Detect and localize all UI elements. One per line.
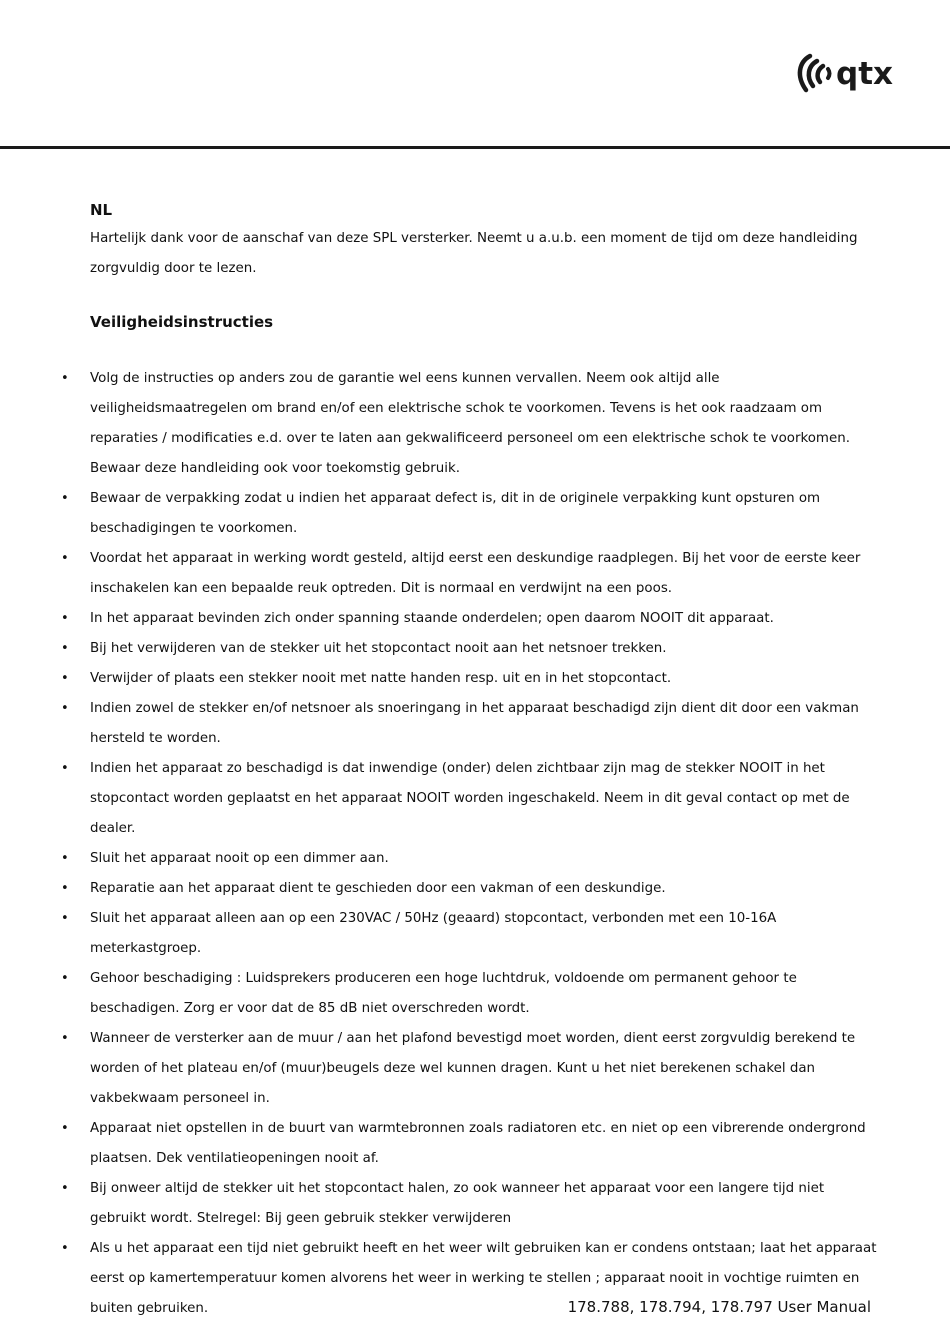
page-header xyxy=(0,0,950,150)
list-item xyxy=(61,544,880,604)
bullet-icon: • xyxy=(61,911,69,926)
list-item xyxy=(61,1174,880,1234)
list-item xyxy=(61,664,880,694)
qtx-waves-logo-icon xyxy=(792,52,907,96)
instruction-text: Bij onweer altijd de stekker uit het stopcontact halen, zo ook wanneer het apparaat voor een langere tijd niet gebruikt wordt. Stelregel: Bij geen gebruik stekker verwijderen xyxy=(90,1181,825,1226)
section-title: Veiligheidsinstructies xyxy=(90,313,274,331)
instruction-text: Bewaar de verpakking zodat u indien het apparaat defect is, dit in de originele verpakking kunt opsturen om beschadigingen te voorkomen. xyxy=(90,491,821,536)
qtx-logo xyxy=(792,52,907,96)
instruction-text: Reparatie aan het apparaat dient te geschieden door een vakman of een deskundige. xyxy=(90,881,666,896)
instruction-text: Sluit het apparaat alleen aan op een 230VAC / 50Hz (geaard) stopcontact, verbonden met een 10-16A meterkastgroep. xyxy=(90,911,777,956)
instruction-text: Verwijder of plaats een stekker nooit met natte handen resp. uit en in het stopcontact. xyxy=(90,671,672,686)
bullet-icon: • xyxy=(61,671,69,686)
page-footer: 178.788, 178.794, 178.797 User Manual xyxy=(567,1298,871,1316)
bullet-icon: • xyxy=(61,971,69,986)
document-body xyxy=(61,198,880,1324)
safety-instruction-list xyxy=(61,364,880,1324)
list-item xyxy=(61,604,880,634)
list-item xyxy=(61,364,880,484)
list-item xyxy=(61,484,880,544)
list-item xyxy=(61,904,880,964)
bullet-icon: • xyxy=(61,551,69,566)
instruction-text: Indien het apparaat zo beschadigd is dat inwendige (onder) delen zichtbaar zijn mag de stekker NOOIT in het stopcontact worden geplaatst en het apparaat NOOIT worden ingeschakeld. Neem in dit geval contact op met de dealer. xyxy=(90,761,850,836)
language-heading: NL xyxy=(90,201,113,219)
bullet-icon: • xyxy=(61,611,69,626)
logo-wordmark: qtx xyxy=(836,56,894,92)
bullet-icon: • xyxy=(61,1241,69,1256)
list-item xyxy=(61,964,880,1024)
list-item xyxy=(61,694,880,754)
instruction-text: Bij het verwijderen van de stekker uit het stopcontact nooit aan het netsnoer trekken. xyxy=(90,641,667,656)
bullet-icon: • xyxy=(61,881,69,896)
list-item xyxy=(61,844,880,874)
instruction-text: In het apparaat bevinden zich onder spanning staande onderdelen; open daarom NOOIT dit apparaat. xyxy=(90,611,774,626)
instruction-text: Sluit het apparaat nooit op een dimmer aan. xyxy=(90,851,389,866)
list-item xyxy=(61,754,880,844)
bullet-icon: • xyxy=(61,1121,69,1136)
bullet-icon: • xyxy=(61,1031,69,1046)
list-item xyxy=(61,1114,880,1174)
bullet-icon: • xyxy=(61,1181,69,1196)
instruction-text: Wanneer de versterker aan de muur / aan het plafond bevestigd moet worden, dient eerst zorgvuldig berekend te worden of het plateau en/of (muur)beugels deze wel kunnen dragen. Kunt u het niet berekenen schakel dan vakbekwaam personeel in. xyxy=(90,1031,856,1106)
instruction-text: Als u het apparaat een tijd niet gebruikt heeft en het weer wilt gebruiken kan er condens ontstaan; laat het apparaat eerst op kamertemperatuur komen alvorens het weer in werking te stellen ; apparaat nooit in vochtige ruimten en buiten gebruiken. xyxy=(90,1241,877,1316)
bullet-icon: • xyxy=(61,371,69,386)
list-item xyxy=(61,874,880,904)
bullet-icon: • xyxy=(61,491,69,506)
bullet-icon: • xyxy=(61,641,69,656)
instruction-text: Indien zowel de stekker en/of netsnoer als snoeringang in het apparaat beschadigd zijn dient dit door een vakman hersteld te worden. xyxy=(90,701,859,746)
list-item xyxy=(61,634,880,664)
intro-paragraph: Hartelijk dank voor de aanschaf van deze SPL versterker. Neemt u a.u.b. een moment de tijd om deze handleiding zorgvuldig door te lezen. xyxy=(90,231,858,276)
instruction-text: Apparaat niet opstellen in de buurt van warmtebronnen zoals radiatoren etc. en niet op een vibrerende ondergrond plaatsen. Dek ventilatieopeningen nooit af. xyxy=(90,1121,866,1166)
instruction-text: Gehoor beschadiging : Luidsprekers produceren een hoge luchtdruk, voldoende om permanent gehoor te beschadigen. Zorg er voor dat de 85 dB niet overschreden wordt. xyxy=(90,971,797,1016)
instruction-text: Volg de instructies op anders zou de garantie wel eens kunnen vervallen. Neem ook altijd alle veiligheidsmaatregelen om brand en/of een elektrische schok te voorkomen. Tevens is het ook raadzaam om reparaties / modificaties e.d. over te laten aan gekwalificeerd personeel om een elektrische schok te voorkomen. Bewaar deze handleiding ook voor toekomstig gebruik. xyxy=(90,371,850,476)
bullet-icon: • xyxy=(61,701,69,716)
header-divider xyxy=(0,146,950,149)
instruction-text: Voordat het apparaat in werking wordt gesteld, altijd eerst een deskundige raadplegen. Bij het voor de eerste keer inschakelen kan een bepaalde reuk optreden. Dit is normaal en verdwijnt na een poos. xyxy=(90,551,861,596)
bullet-icon: • xyxy=(61,851,69,866)
list-item xyxy=(61,1024,880,1114)
bullet-icon: • xyxy=(61,761,69,776)
